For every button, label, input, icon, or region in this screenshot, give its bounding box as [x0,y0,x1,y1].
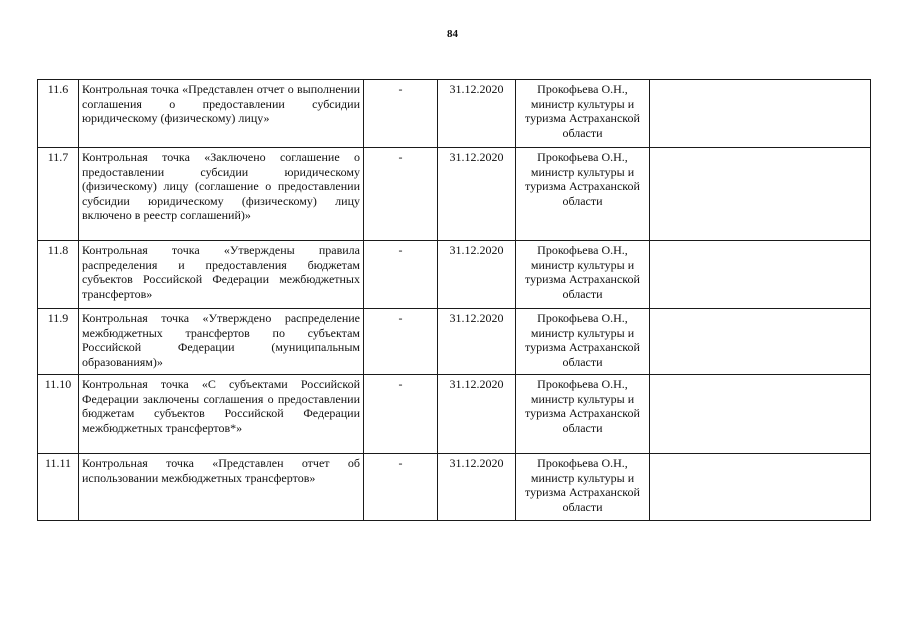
row-responsible: Прокофьева О.Н., министр культуры и туризма Астраханской области [516,80,650,148]
row-description: Контрольная точка «Представлен отчет о выполнении соглашения о предоставлении субсидии юридическому (физическому) лицу» [79,80,364,148]
table-row [38,454,871,521]
row-description: Контрольная точка «Утверждены правила распределения и предоставления бюджетам субъектов Российской Федерации межбюджетных трансфертов» [79,241,364,309]
row-date: 31.12.2020 [438,148,516,241]
row-number: 11.11 [38,454,79,521]
table-row [38,80,871,148]
control-points-table [37,79,871,521]
row-responsible: Прокофьева О.Н., министр культуры и туризма Астраханской области [516,241,650,309]
row-number: 11.8 [38,241,79,309]
row-dash: - [364,148,438,241]
row-date: 31.12.2020 [438,80,516,148]
row-responsible: Прокофьева О.Н., министр культуры и туризма Астраханской области [516,454,650,521]
row-number: 11.7 [38,148,79,241]
row-responsible: Прокофьева О.Н., министр культуры и туризма Астраханской области [516,148,650,241]
row-number: 11.6 [38,80,79,148]
row-note [650,454,871,521]
row-date: 31.12.2020 [438,454,516,521]
table-row [38,148,871,241]
row-description: Контрольная точка «Утверждено распределение межбюджетных трансфертов по субъектам Российской Федерации (муниципальным образованиям)» [79,309,364,375]
row-note [650,80,871,148]
row-dash: - [364,375,438,454]
page-number: 84 [447,28,458,40]
row-date: 31.12.2020 [438,241,516,309]
row-note [650,241,871,309]
row-dash: - [364,241,438,309]
row-dash: - [364,454,438,521]
row-number: 11.9 [38,309,79,375]
row-dash: - [364,80,438,148]
row-number: 11.10 [38,375,79,454]
row-date: 31.12.2020 [438,309,516,375]
row-description: Контрольная точка «Представлен отчет об использовании межбюджетных трансфертов» [79,454,364,521]
row-date: 31.12.2020 [438,375,516,454]
row-responsible: Прокофьева О.Н., министр культуры и туризма Астраханской области [516,375,650,454]
row-dash: - [364,309,438,375]
row-note [650,375,871,454]
table-row [38,241,871,309]
row-responsible: Прокофьева О.Н., министр культуры и туризма Астраханской области [516,309,650,375]
row-note [650,309,871,375]
table-row [38,309,871,375]
row-description: Контрольная точка «Заключено соглашение о предоставлении субсидии юридическому (физическому) лицу (соглашение о предоставлении субсидии юридическому (физическому) лицу включено в реестр соглашений)» [79,148,364,241]
row-note [650,148,871,241]
table-row [38,375,871,454]
row-description: Контрольная точка «С субъектами Российской Федерации заключены соглашения о предоставлении бюджетам субъектов Российской Федерации межбюджетных трансфертов*» [79,375,364,454]
